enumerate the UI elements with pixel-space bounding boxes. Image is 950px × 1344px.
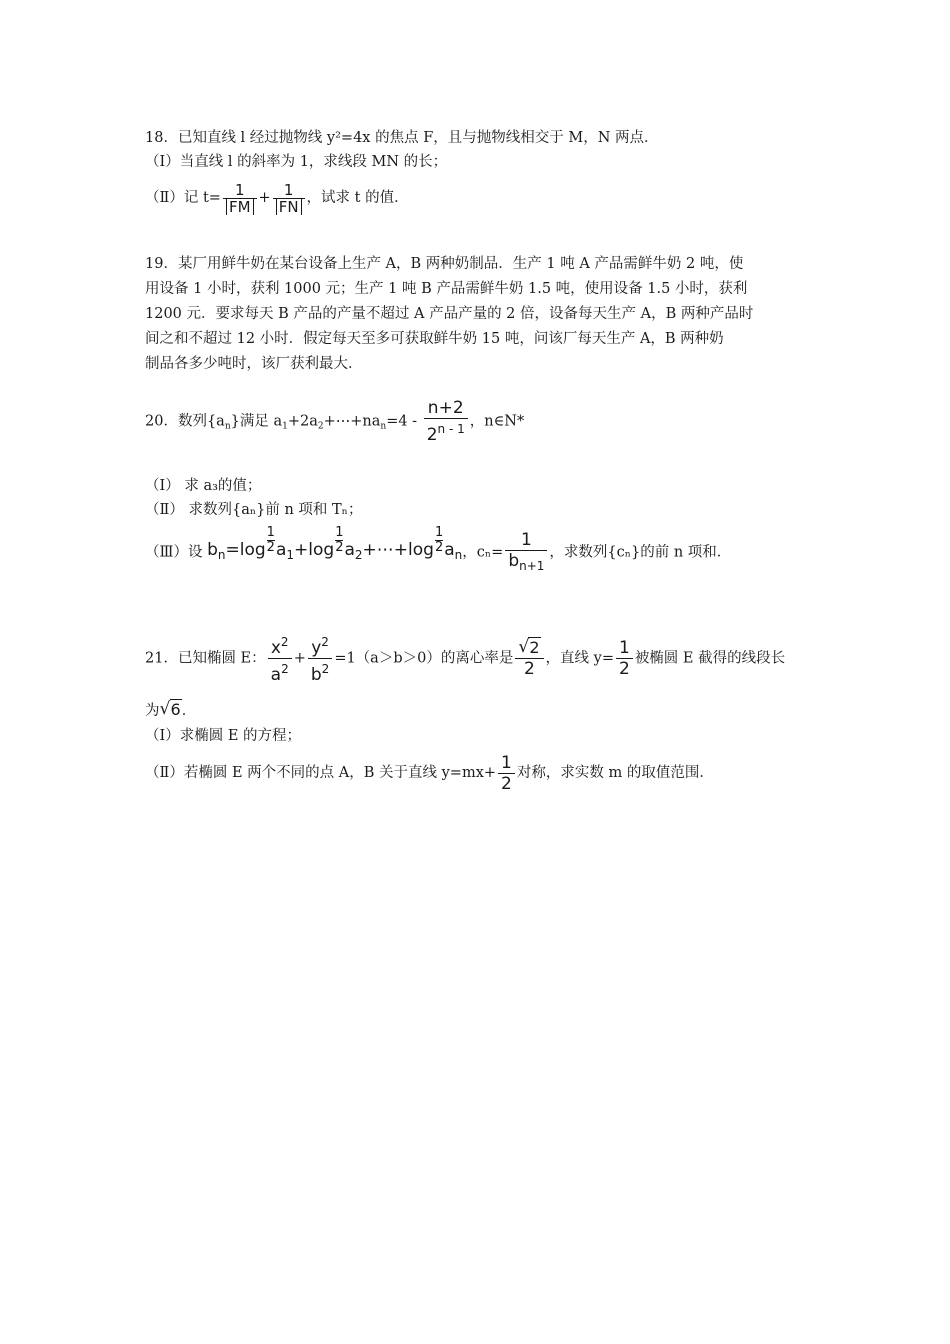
q21-line2 <box>145 698 196 723</box>
q20-part3-cn: ，cₙ= <box>462 544 504 561</box>
q21-part2-suffix: 对称，求实数 m 的取值范围． <box>516 765 714 781</box>
q19-line2: 用设备 1 小时，获利 1000 元；生产 1 吨 B 产品需鲜牛奶 1.5 吨，使用设备 1.5 小时，获利 <box>145 281 748 297</box>
q20-frac-den-exp: n - 1 <box>437 422 465 436</box>
q20-bn-formula: $b_n=\log$ $\frac{1}{2}$ $a_1+\log$ $\frac{1}{2}$ $a_2+\cdots+\log$ $\frac{1}{2}$ $a_n$ <box>207 525 463 562</box>
q18-part2-prefix: （Ⅱ）记 t= <box>145 190 221 206</box>
q21-eccentricity: √ 2 2 <box>515 638 543 679</box>
q19-line4: 间之和不超过 12 小时．假定每天至多可获取鲜牛奶 15 吨，问该厂每天生产 A，B 两种奶 <box>145 331 724 347</box>
q20-part1: （Ⅰ） 求 a₃的值； <box>145 478 262 494</box>
q18-fraction-fn <box>273 182 305 215</box>
q18-part2: （Ⅱ）记 t= $\frac{1}{FM}$ + $\frac{1}{FN}$ ，试求 t 的值． <box>145 180 409 216</box>
q21-sqrt6: √ 6 <box>159 699 181 719</box>
q20-part3-prefix: （Ⅲ）设 <box>145 544 203 561</box>
q21-symmetry-fraction: $\frac{1}{2}$ <box>498 753 515 794</box>
q19-line1: 19．某厂用鲜牛奶在某台设备上生产 A，B 两种奶制品．生产 1 吨 A 产品需鲜牛奶 2 吨，使 <box>145 256 744 272</box>
q20-cn-num: 1 <box>520 529 532 550</box>
q21-part2 <box>145 750 714 796</box>
q18-frac1-den: FM <box>226 199 254 215</box>
q20-part3-suffix: ，求数列{cₙ}的前 n 项和． <box>549 544 732 561</box>
q21-part1: （Ⅰ）求椭圆 E 的方程； <box>145 728 302 744</box>
q20-stem: 20．数列$\{a_n\}$满足 $a_1+2a_2+\cdots+na_n=4$ - $\frac{n+2}{2^{n - 1}}$ ，n∈N* <box>145 398 525 445</box>
q21-part2-prefix: （Ⅱ）若椭圆 E 两个不同的点 A，B 关于直线 y=mx+ <box>145 765 497 781</box>
q19-line5: 制品各多少吨时，该厂获利最大． <box>145 356 363 372</box>
q18-fraction-fm <box>223 182 257 215</box>
q18-part2-suffix: ，试求 t 的值． <box>306 190 409 206</box>
q20-frac-num: n+2 <box>427 398 464 418</box>
q20-stem-eq: =4 - <box>386 413 418 430</box>
q21-stem-eq: =1（a＞b＞0）的离心率是 <box>334 650 514 667</box>
q18-stem: 18．已知直线 l 经过抛物线 y²=4x 的焦点 F，且与抛物线相交于 M，N 两点． <box>145 130 659 146</box>
q20-stem-mid: }满足 a <box>230 413 283 430</box>
q18-frac2-den: FN <box>276 199 302 215</box>
q19-line3: 1200 元．要求每天 B 产品的产量不超过 A 产品产量的 2 倍，设备每天生产 A，B 两种产品时 <box>145 306 754 322</box>
q21-stem-mid: ，直线 y= <box>545 650 614 667</box>
q20-part2: （Ⅱ） 求数列{aₙ}前 n 项和 Tₙ； <box>145 502 363 518</box>
q21-stem-suffix: 被椭圆 E 截得的线段长 <box>634 650 786 667</box>
q20-stem-suffix: ，n∈N* <box>469 413 525 430</box>
q21-line2-suffix: ． <box>181 703 197 719</box>
q21-line2-prefix: 为 <box>145 703 160 719</box>
q21-line-y-fraction: $\frac{1}{2}$ <box>616 638 633 679</box>
q20-cn-fraction: $\frac{1}{b_{n+1}}$ <box>505 530 547 576</box>
q18-frac2-num: 1 <box>283 180 294 199</box>
q20-frac-den-base: 2 <box>426 425 438 445</box>
q18-frac1-num: 1 <box>234 180 245 199</box>
q18-part1: （Ⅰ）当直线 l 的斜率为 1，求线段 MN 的长； <box>145 154 448 170</box>
q21-stem: 21．已知椭圆 E： $\frac{x^2}{a^2}$ + $\frac{y^2}{b^2}$ =1（a＞b＞0）的离心率是 √ 2 2 ，直线 y= $\frac{1}{2}$ 被椭圆 E 截得的线段长 <box>145 632 785 685</box>
q20-fraction <box>424 398 468 445</box>
q20-part3 <box>145 526 731 579</box>
q21-ellipse-y-term: $\frac{y^2}{b^2}$ <box>308 632 332 685</box>
q21-ellipse-x-term: $\frac{x^2}{a^2}$ <box>268 632 292 685</box>
q20-stem-prefix: 20．数列{a <box>145 413 225 430</box>
q21-stem-prefix: 21．已知椭圆 E： <box>145 650 266 667</box>
